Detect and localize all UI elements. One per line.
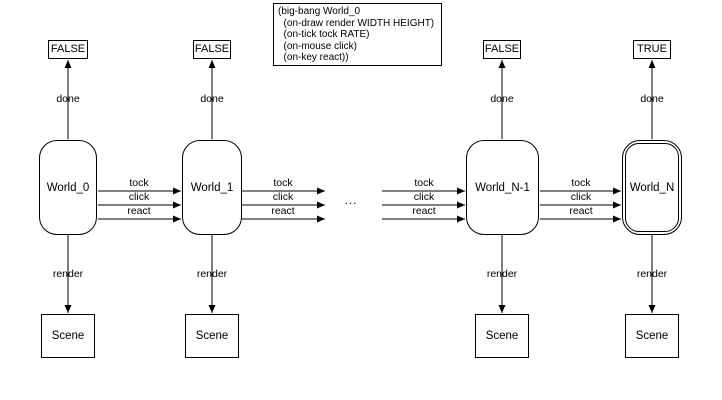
- scene-node-label: Scene: [485, 330, 519, 342]
- stop-state-box-false-2: [483, 40, 521, 59]
- transition-label-react: react: [412, 205, 436, 217]
- scene-node-n: [625, 314, 679, 358]
- done-arrow-label: done: [640, 93, 664, 105]
- scene-node-1: [185, 314, 239, 358]
- code-line: (on-key react)): [278, 52, 349, 64]
- transition-label-click: click: [570, 191, 592, 203]
- render-arrow-label: render: [636, 268, 668, 280]
- scene-node-label: Scene: [51, 330, 85, 342]
- transition-label-tock: tock: [571, 177, 591, 189]
- done-arrow-label: done: [200, 93, 224, 105]
- stop-state-label: TRUE: [637, 43, 667, 55]
- stop-state-box-false-1: [193, 40, 231, 59]
- transition-label-react: react: [569, 205, 593, 217]
- done-arrow-label: done: [56, 93, 80, 105]
- transition-label-react: react: [271, 205, 295, 217]
- transition-label-tock: tock: [414, 177, 434, 189]
- code-line: (on-tick tock RATE): [278, 29, 370, 41]
- world-node-label: World_0: [46, 181, 90, 194]
- world-node-n-1: [466, 140, 539, 235]
- stop-state-label: FALSE: [484, 43, 520, 55]
- stop-state-box-false-0: [48, 40, 88, 59]
- transition-label-click: click: [413, 191, 435, 203]
- code-line: (on-draw render WIDTH HEIGHT): [278, 17, 435, 29]
- ellipsis-label: ...: [344, 193, 358, 207]
- render-arrow-label: render: [52, 268, 84, 280]
- stop-state-label: FALSE: [194, 43, 230, 55]
- stop-state-box-true: [633, 40, 671, 59]
- scene-node-0: [41, 314, 95, 358]
- big-bang-code-box: [273, 3, 442, 66]
- done-arrow-label: done: [490, 93, 514, 105]
- transition-label-click: click: [128, 191, 150, 203]
- scene-node-label: Scene: [635, 330, 669, 342]
- world-node-label: World_N-1: [475, 181, 530, 194]
- transition-label-tock: tock: [129, 177, 149, 189]
- scene-node-label: Scene: [195, 330, 229, 342]
- world-node-label: World_N: [629, 181, 675, 194]
- stop-state-label: FALSE: [50, 43, 86, 55]
- transition-label-react: react: [127, 205, 151, 217]
- transition-label-tock: tock: [273, 177, 293, 189]
- transition-label-click: click: [272, 191, 294, 203]
- world-node-label: World_1: [190, 181, 234, 194]
- scene-node-n-1: [475, 314, 529, 358]
- render-arrow-label: render: [196, 268, 228, 280]
- code-line: (on-mouse click): [278, 40, 357, 52]
- code-line: (big-bang World_0: [278, 6, 361, 17]
- world-node-n-final: [622, 140, 682, 235]
- world-node-1: [182, 140, 242, 235]
- render-arrow-label: render: [486, 268, 518, 280]
- world-node-0: [39, 140, 97, 235]
